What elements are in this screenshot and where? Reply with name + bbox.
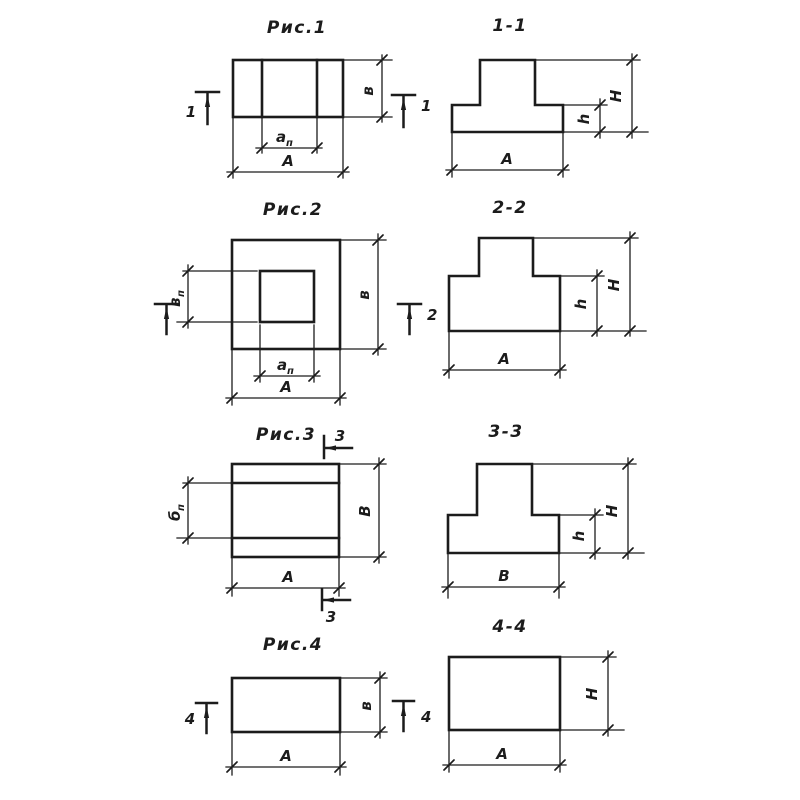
panel-sec1	[446, 16, 648, 177]
fig2-title: Рис.2	[262, 200, 324, 220]
sec3-dim-h-label: h	[570, 530, 588, 542]
panel-sec3	[442, 422, 644, 598]
fig3-dim-height-B	[356, 458, 384, 563]
fig4-section-number-right: 4	[421, 708, 432, 726]
fig1-dim-width-ap	[256, 128, 322, 153]
fig2-dim-b-label: в	[355, 290, 373, 300]
sec1-title: 1-1	[492, 16, 528, 36]
panel-fig1	[186, 18, 432, 178]
fig1-plan-outline	[233, 60, 343, 117]
fig4-dim-width-A	[226, 747, 346, 772]
sec1-dim-width-A	[446, 150, 569, 175]
panel-fig3	[166, 425, 386, 626]
fig1-section-number-right: 1	[421, 97, 432, 115]
fig2-section-arrow-left	[164, 307, 169, 319]
fig3-section-arrow-top	[325, 445, 336, 450]
sec2-dim-total-height-H	[605, 232, 635, 336]
fig2-section-number-right: 2	[427, 306, 438, 324]
sec3-dim-total-height-H	[603, 458, 633, 559]
fig2-dim-bp-label: в	[166, 297, 184, 307]
fig4-plan-outline	[232, 678, 340, 732]
fig1-section-mark-right	[392, 95, 431, 127]
fig3-title: Рис.3	[255, 425, 317, 445]
fig1-dim-ap-subscript: п	[286, 138, 293, 149]
fig1-dim-A-label: А	[282, 152, 294, 170]
fig2-section-mark-left	[155, 304, 178, 334]
fig2-dim-ap-label: а	[277, 356, 288, 374]
fig2-dim-width-A	[226, 378, 346, 403]
sec2-dim-A-label: А	[498, 350, 510, 368]
panel-sec2	[443, 198, 646, 378]
sec1-dim-h-label: h	[575, 113, 593, 125]
fig1-dim-b-label: в	[359, 86, 377, 96]
fig2-section-arrow-right	[407, 307, 412, 319]
fig1-joint-lines	[262, 60, 317, 117]
fig3-dim-band-height-bp	[166, 477, 193, 544]
fig3-band-lines	[232, 483, 339, 538]
fig2-plan-outline	[232, 240, 340, 349]
fig1-dim-height-b	[359, 55, 387, 122]
sec4-dim-total-height-H	[583, 651, 613, 736]
fig4-section-arrow-left	[204, 706, 209, 718]
sec2-dim-ledge-height-h	[572, 270, 602, 336]
fig1-dim-width-A	[227, 152, 349, 177]
fig4-section-number-left: 4	[184, 710, 196, 728]
fig4-extension-lines	[232, 678, 387, 775]
sec1-dim-total-height-H	[607, 54, 637, 138]
fig3-dim-bp-label-group	[166, 504, 187, 521]
sec1-dim-H-label: Н	[607, 89, 625, 103]
sec3-title: 3-3	[488, 422, 524, 442]
fig1-section-mark-left	[186, 92, 219, 124]
fig2-dim-A-label: А	[280, 378, 292, 396]
sec2-title: 2-2	[492, 198, 528, 218]
fig3-plan-outline	[232, 464, 339, 557]
fig2-section-mark-right	[398, 304, 437, 334]
sec3-dim-ledge-height-h	[570, 509, 600, 559]
sec1-extension-lines	[452, 60, 648, 177]
fig1-dim-ap-label: а	[276, 128, 287, 146]
fig3-dim-B-label: В	[356, 505, 374, 517]
fig3-section-mark-top	[324, 427, 352, 458]
fig4-section-mark-right	[393, 701, 431, 731]
sec4-dim-A-label: А	[496, 745, 508, 763]
fig3-section-mark-bottom	[322, 589, 350, 626]
fig2-dim-height-b	[355, 234, 383, 355]
fig1-extension-lines	[233, 60, 392, 178]
sec2-dim-h-label: h	[572, 298, 590, 310]
sec3-dim-B-label: В	[498, 567, 510, 585]
fig2-dim-ap-subscript: п	[287, 366, 294, 377]
fig4-title: Рис.4	[262, 635, 324, 655]
panel-fig2	[155, 200, 437, 405]
sec1-dim-A-label: А	[501, 150, 513, 168]
sec2-dim-width-A	[443, 350, 566, 375]
fig2-dim-bp-subscript: п	[176, 290, 187, 297]
fig4-dim-height-b	[357, 672, 385, 738]
sec3-profile	[448, 464, 559, 553]
fig3-section-number-bottom: 3	[325, 608, 337, 626]
fig2-opening-outline	[260, 271, 314, 322]
fig1-section-arrow-right	[401, 98, 406, 110]
sec4-profile	[449, 657, 560, 730]
fig1-section-number-left: 1	[185, 103, 197, 121]
fig3-section-arrow-bottom	[323, 597, 334, 602]
fig3-section-number-top: 3	[334, 427, 346, 445]
fig1-title: Рис.1	[266, 18, 328, 38]
fig2-dim-opening-height-bp	[166, 265, 193, 328]
sec4-extension-lines	[449, 657, 624, 772]
fig3-dim-A-label: А	[282, 568, 294, 586]
sec4-dim-width-A	[443, 745, 566, 770]
sec3-dim-width-B	[442, 567, 565, 592]
fig4-section-mark-left	[184, 703, 217, 733]
sec4-title: 4-4	[492, 617, 528, 637]
fig4-dim-A-label: А	[280, 747, 292, 765]
fig4-section-arrow-right	[401, 704, 406, 716]
panel-fig4	[184, 635, 432, 775]
fig3-dim-bp-label: б	[166, 510, 184, 521]
fig3-dim-bp-subscript: п	[176, 504, 187, 511]
sec3-dim-H-label: Н	[603, 504, 621, 518]
sec2-profile	[449, 238, 560, 331]
fig1-section-arrow-left	[205, 95, 210, 107]
panel-sec4	[443, 617, 624, 772]
sec1-profile	[452, 60, 563, 132]
sec2-dim-H-label: Н	[605, 278, 623, 292]
fig3-dim-width-A	[226, 568, 345, 593]
sec4-dim-H-label: Н	[583, 687, 601, 701]
fig4-dim-b-label: в	[357, 701, 375, 711]
